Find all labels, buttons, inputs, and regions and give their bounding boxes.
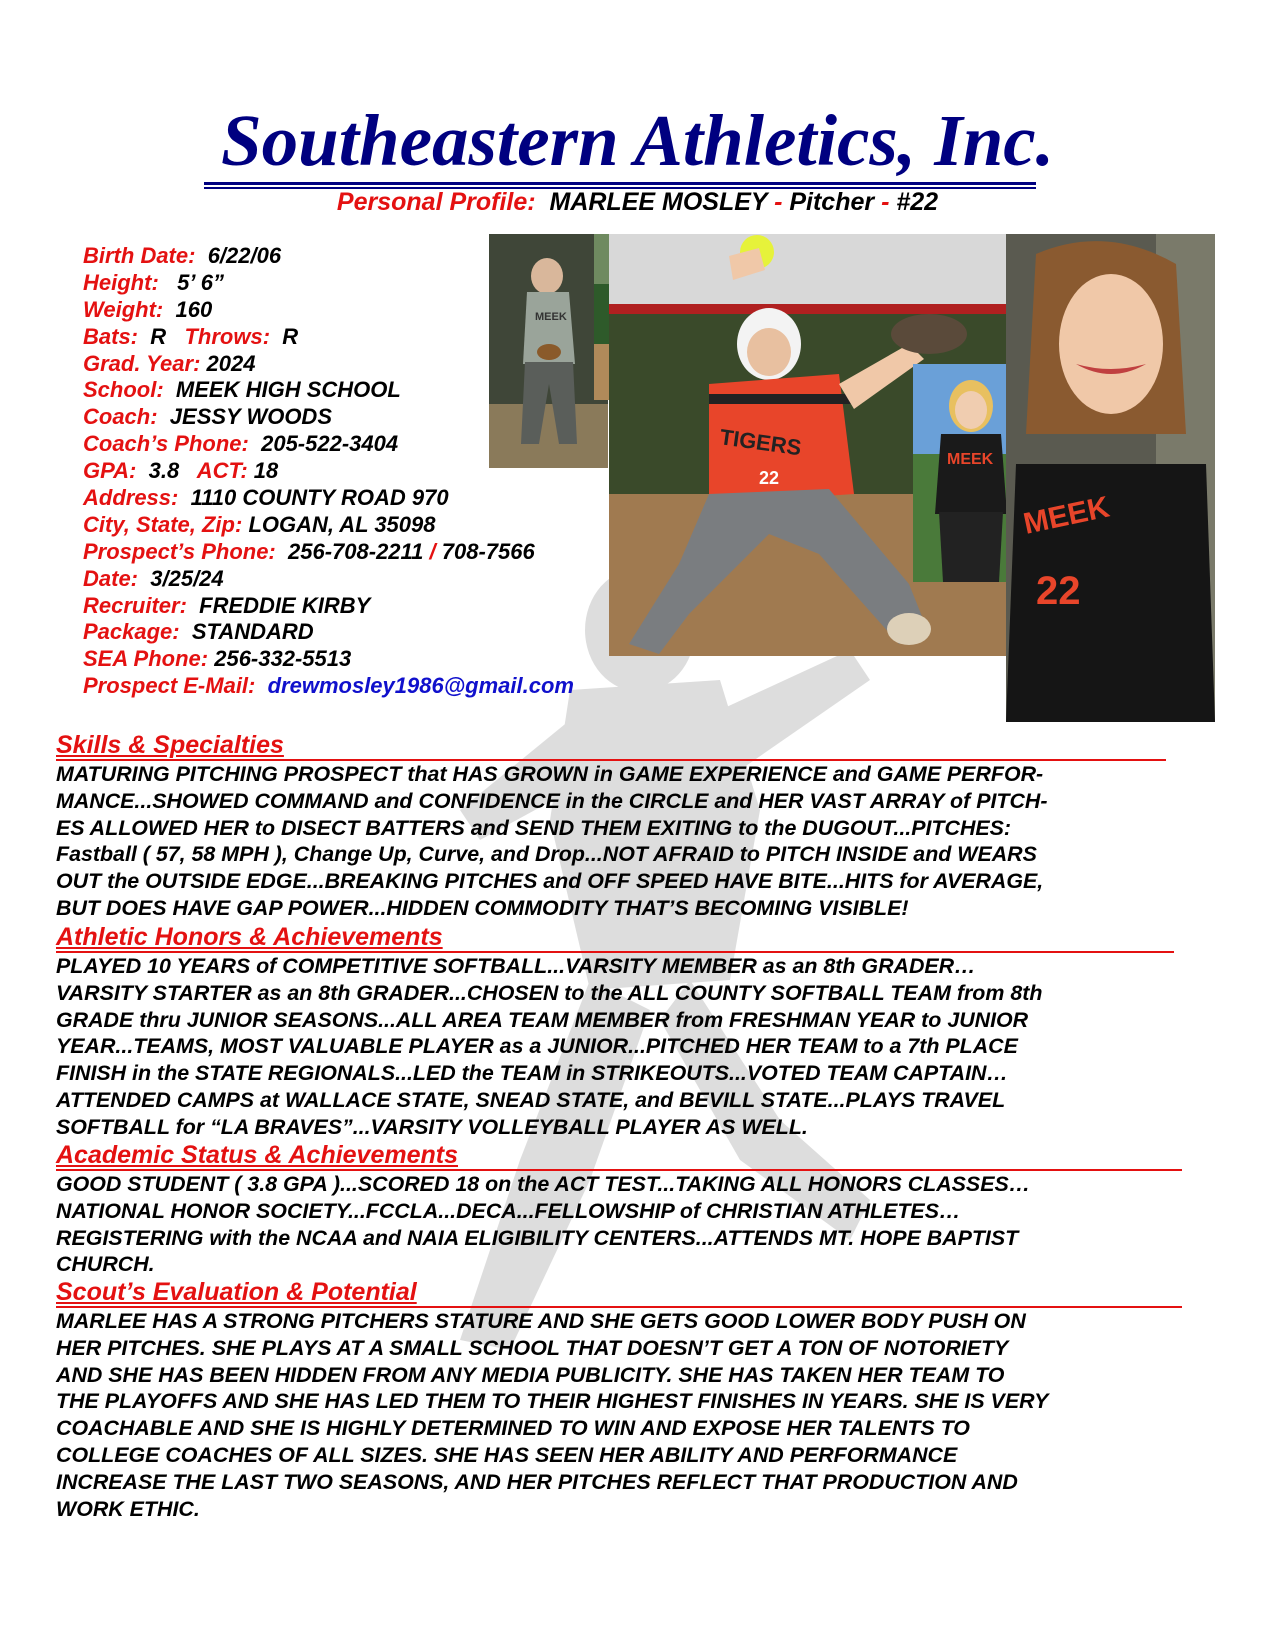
academic-body: [56, 1171, 1211, 1278]
body-line: CHURCH.: [56, 1252, 155, 1277]
athletic-body: [56, 953, 1211, 1141]
skills-heading: Skills & Specialties: [56, 731, 284, 759]
info-value: 5’ 6”: [177, 269, 224, 295]
body-line: FINISH in the STATE REGIONALS...LED the TEAM in STRIKEOUTS...VOTED TEAM CAPTAIN…: [56, 1061, 1008, 1086]
body-line: ATTENDED CAMPS at WALLACE STATE, SNEAD STATE, and BEVILL STATE...PLAYS TRAVEL: [56, 1087, 1006, 1112]
photo-jersey-number: 22: [759, 468, 780, 488]
info-sea-phone: [83, 646, 574, 673]
info-label: Prospect’s Phone:: [83, 538, 276, 564]
info-label: Recruiter:: [83, 592, 187, 618]
phone-separator: /: [429, 538, 436, 564]
info-prospect-phone: [83, 539, 574, 566]
photo-jersey-text: MEEK: [947, 451, 994, 468]
body-line: COACHABLE AND SHE IS HIGHLY DETERMINED TO WIN AND EXPOSE HER TALENTS TO: [56, 1416, 970, 1441]
title-underline: [204, 182, 1036, 185]
info-value: FREDDIE KIRBY: [199, 592, 371, 618]
info-label: SEA Phone:: [83, 646, 209, 672]
body-line: MATURING PITCHING PROSPECT that HAS GROWN in GAME EXPERIENCE and GAME PERFOR-: [56, 762, 1044, 786]
body-line: THE PLAYOFFS AND SHE HAS LED THEM TO THEIR HIGHEST FINISHES IN YEARS. SHE IS VERY: [56, 1389, 1049, 1414]
info-value: 18: [253, 458, 279, 484]
info-value: R: [282, 323, 299, 349]
info-value: 256-332-5513: [214, 646, 352, 672]
info-value: 708-7566: [441, 538, 535, 564]
info-label: Address:: [83, 485, 179, 511]
body-line: Fastball ( 57, 58 MPH ), Change Up, Curve, and Drop...NOT AFRAID to PITCH INSIDE and WEARS: [56, 842, 1037, 867]
body-line: MARLEE HAS A STRONG PITCHERS STATURE AND SHE GETS GOOD LOWER BODY PUSH ON: [56, 1309, 1026, 1333]
info-label: Birth Date:: [83, 243, 196, 268]
info-value: MEEK HIGH SCHOOL: [175, 377, 401, 403]
separator: -: [881, 188, 890, 216]
photo-portrait-large: [1006, 234, 1215, 722]
info-label: ACT:: [196, 458, 248, 484]
body-line: COLLEGE COACHES OF ALL SIZES. SHE HAS SEEN HER ABILITY AND PERFORMANCE: [56, 1442, 958, 1467]
info-label: Coach:: [83, 404, 158, 430]
profile-line: [0, 188, 1275, 217]
body-line: WORK ETHIC.: [56, 1496, 200, 1521]
info-email: [83, 673, 574, 700]
info-label: School:: [83, 377, 164, 403]
info-label: Throws:: [184, 323, 271, 349]
body-line: HER PITCHES. SHE PLAYS AT A SMALL SCHOOL THAT DOESN’T GET A TON OF NOTORIETY: [56, 1335, 1009, 1360]
photo-jersey-text: MEEK: [1020, 490, 1113, 541]
body-line: BUT DOES HAVE GAP POWER...HIDDEN COMMODITY THAT’S BECOMING VISIBLE!: [56, 895, 909, 920]
athletic-heading: Athletic Honors & Achievements: [56, 923, 443, 951]
info-label: Coach’s Phone:: [83, 431, 249, 457]
info-label: City, State, Zip:: [83, 511, 243, 537]
player-number: #22: [896, 188, 939, 216]
info-value: JESSY WOODS: [169, 404, 332, 430]
info-value: 1110 COUNTY ROAD 970: [190, 485, 449, 511]
body-line: PLAYED 10 YEARS of COMPETITIVE SOFTBALL...VARSITY MEMBER as an 8th GRADER…: [56, 954, 976, 978]
email-link[interactable]: drewmosley1986@gmail.com: [267, 673, 574, 699]
company-title: Southeastern Athletics, Inc.: [221, 100, 1054, 181]
body-line: AND SHE HAS BEEN HIDDEN FROM ANY MEDIA PUBLICITY. SHE HAS TAKEN HER TEAM TO: [56, 1362, 1005, 1387]
info-value: 256-708-2211: [288, 538, 424, 564]
body-line: INCREASE THE LAST TWO SEASONS, AND HER PITCHES REFLECT THAT PRODUCTION AND: [56, 1469, 1018, 1494]
body-line: ES ALLOWED HER to DISECT BATTERS and SEND THEM EXITING to the DUGOUT...PITCHES:: [56, 815, 1012, 840]
separator: -: [774, 188, 783, 216]
body-line: YEAR...TEAMS, MOST VALUABLE PLAYER as a JUNIOR...PITCHED HER TEAM to a 7th PLACE: [56, 1034, 1018, 1059]
photo-jersey-text: MEEK: [535, 311, 567, 323]
info-city: [83, 512, 574, 539]
info-label: Date:: [83, 565, 139, 591]
info-recruiter: [83, 593, 574, 620]
info-package: [83, 619, 574, 646]
info-label: Weight:: [83, 296, 164, 322]
info-label: Grad. Year:: [83, 350, 201, 376]
info-label: Prospect E-Mail:: [83, 673, 256, 699]
info-value: 6/22/06: [207, 243, 282, 268]
body-line: GOOD STUDENT ( 3.8 GPA )...SCORED 18 on the ACT TEST...TAKING ALL HONORS CLASSES…: [56, 1172, 1031, 1196]
photo-fielding: [489, 234, 608, 468]
info-label: GPA:: [83, 458, 137, 484]
academic-heading: Academic Status & Achievements: [56, 1141, 459, 1169]
info-label: Package:: [83, 619, 180, 645]
body-line: OUT the OUTSIDE EDGE...BREAKING PITCHES and OFF SPEED HAVE BITE...HITS for AVERAGE,: [56, 869, 1044, 894]
body-line: MANCE...SHOWED COMMAND and CONFIDENCE in the CIRCLE and HER VAST ARRAY of PITCH-: [56, 788, 1048, 813]
info-value: 160: [175, 296, 213, 322]
info-value: 2024: [206, 350, 256, 376]
photo-jersey-number: 22: [1036, 569, 1081, 613]
body-line: SOFTBALL for “LA BRAVES”...VARSITY VOLLEYBALL PLAYER AS WELL.: [56, 1114, 808, 1139]
scout-heading: Scout’s Evaluation & Potential: [56, 1278, 417, 1306]
body-line: GRADE thru JUNIOR SEASONS...ALL AREA TEAM MEMBER from FRESHMAN YEAR to JUNIOR: [56, 1007, 1029, 1032]
info-label: Bats:: [83, 323, 139, 349]
photo-tigers-text: TIGERS: [718, 424, 803, 461]
body-line: NATIONAL HONOR SOCIETY...FCCLA...DECA...FELLOWSHIP of CHRISTIAN ATHLETES…: [56, 1198, 961, 1223]
profile-label: Personal Profile:: [336, 188, 536, 216]
player-name: MARLEE MOSLEY: [549, 188, 768, 216]
skills-body: [56, 761, 1211, 922]
player-position: Pitcher: [789, 188, 875, 216]
info-value: R: [150, 323, 167, 349]
info-value: 3/25/24: [150, 565, 224, 591]
info-value: STANDARD: [191, 619, 314, 645]
info-label: Height:: [83, 269, 159, 295]
info-address: [83, 485, 574, 512]
body-line: VARSITY STARTER as an 8th GRADER...CHOSEN to the ALL COUNTY SOFTBALL TEAM from 8th: [56, 980, 1043, 1005]
info-value: LOGAN, AL 35098: [248, 511, 436, 537]
info-value: 3.8: [148, 458, 180, 484]
scout-body: [56, 1308, 1211, 1522]
info-value: 205-522-3404: [261, 431, 399, 457]
info-date: [83, 566, 574, 593]
body-line: REGISTERING with the NCAA and NAIA ELIGIBILITY CENTERS...ATTENDS MT. HOPE BAPTIST: [56, 1225, 1019, 1250]
